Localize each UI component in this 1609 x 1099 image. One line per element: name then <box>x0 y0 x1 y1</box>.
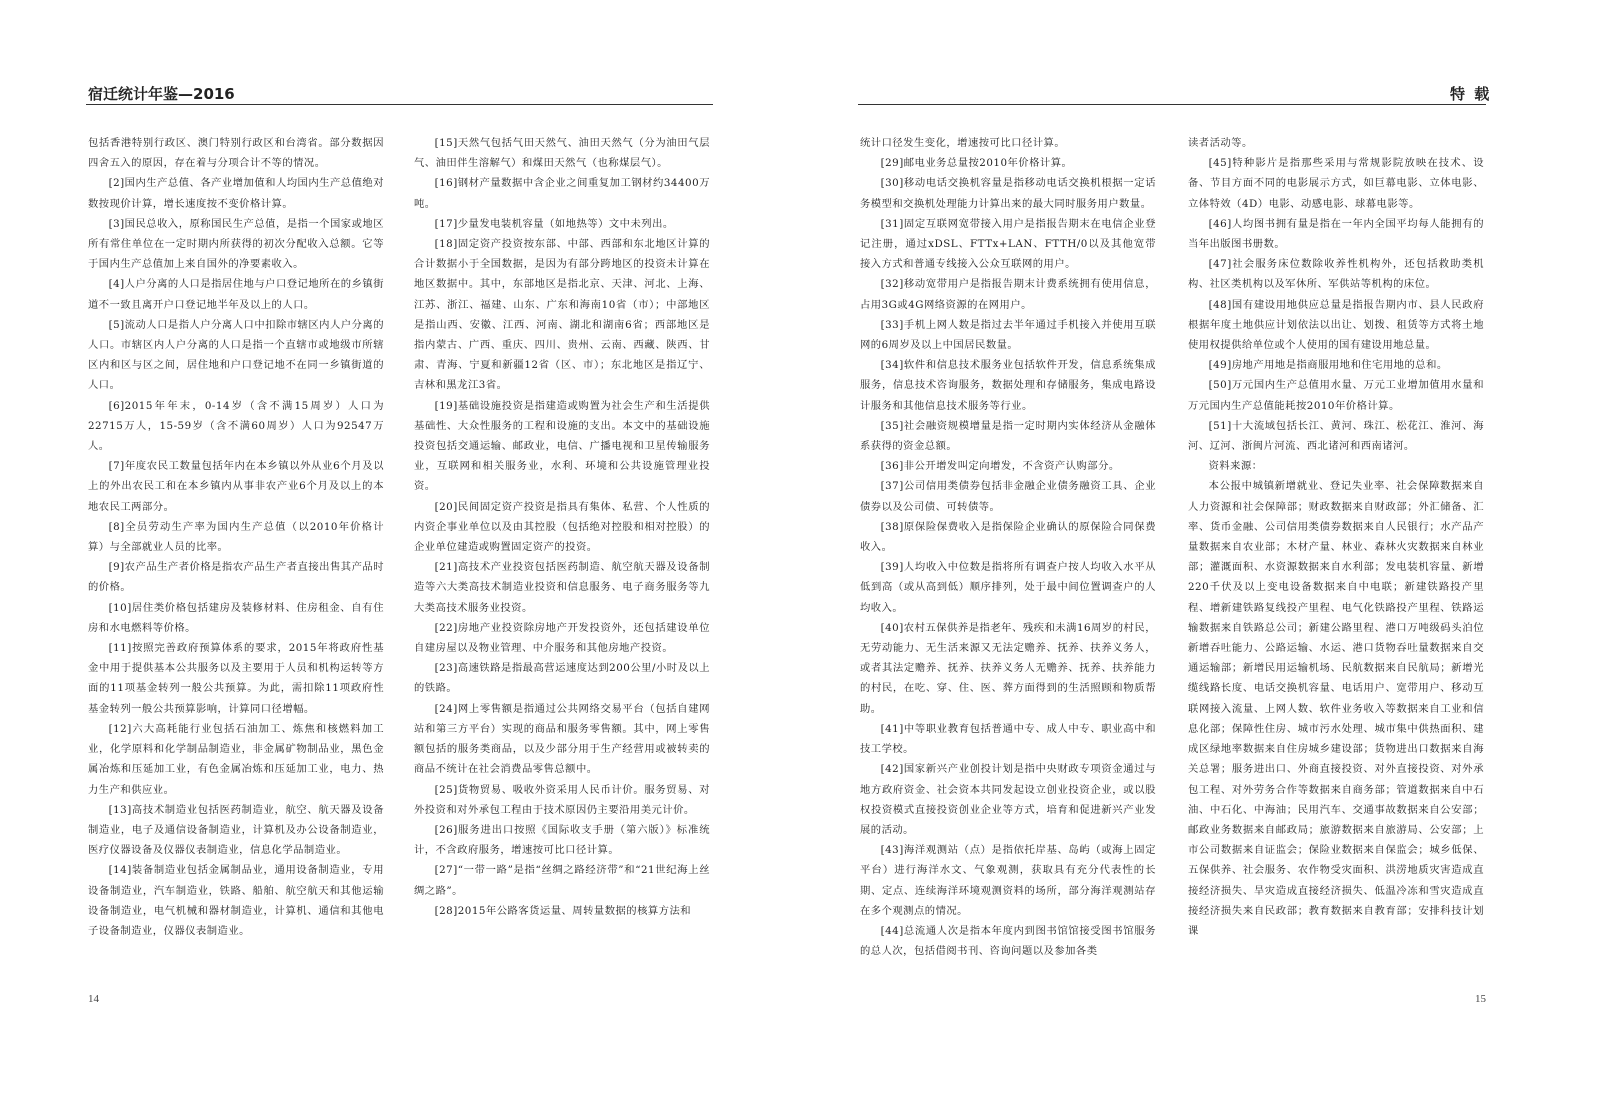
note-paragraph: [35]社会融资规模增量是指一定时期内实体经济从金融体系获得的资金总额。 <box>860 419 1156 453</box>
note-paragraph: [42]国家新兴产业创投计划是指中央财政专项资金通过与地方政府资金、社会资本共同发起设立创业投资企业，或以股权投资模式直接投资创业企业等方式，培育和促进新兴产业发展的活动。 <box>860 763 1156 836</box>
note-paragraph: [36]非公开增发叫定向增发，不含资产认购部分。 <box>880 460 1120 473</box>
note-paragraph: [33]手机上网人数是指过去半年通过手机接入并使用互联网的6周岁及以上中国居民数量。 <box>860 318 1156 352</box>
note-paragraph: [27]“一带一路”是指“丝绸之路经济带”和“21世纪海上丝绸之路”。 <box>414 864 710 897</box>
note-paragraph: [23]高速铁路是指最高营运速度达到200公里/小时及以上的铁路。 <box>414 662 710 695</box>
note-paragraph: [13]高技术制造业包括医药制造业，航空、航天器及设备制造业，电子及通信设备制造业，计算机及办公设备制造业，医疗仪器设备及仪器仪表制造业，信息化学品制造业。 <box>88 803 384 857</box>
note-paragraph: [25]货物贸易、吸收外资采用人民币计价。服务贸易、对外投资和对外承包工程由于技术原因仍主要沿用美元计价。 <box>414 783 710 816</box>
note-paragraph: [49]房地产用地是指商服用地和住宅用地的总和。 <box>1208 359 1448 372</box>
note-paragraph: [11]按照完善政府预算体系的要求，2015年将政府性基金中用于提供基本公共服务以及主要用于人员和机构运转等方面的11项基金转列一般公共预算。为此，需扣除11项政府性基金转列一般公共预算影响，计算同口径增幅。 <box>88 642 384 715</box>
note-paragraph: [20]民间固定资产投资是指具有集体、私营、个人性质的内资企事业单位以及由其控股（包括绝对控股和相对控股）的企业单位建造或购置固定资产的投资。 <box>414 500 710 554</box>
note-paragraph: [14]装备制造业包括金属制品业，通用设备制造业，专用设备制造业，汽车制造业，铁路、船舶、航空航天和其他运输设备制造业，电气机械和器材制造业，计算机、通信和其他电子设备制造业，仪器仪表制造业。 <box>88 864 384 937</box>
text-column-right-1 <box>860 133 1156 1013</box>
note-paragraph: [7]年度农民工数量包括年内在本乡镇以外从业6个月及以上的外出农民工和在本乡镇内从事非农产业6个月及以上的本地农民工两部分。 <box>88 460 384 513</box>
note-paragraph: [12]六大高耗能行业包括石油加工、炼焦和核燃料加工业，化学原料和化学制品制造业，非金属矿物制品业，黑色金属冶炼和压延加工业，有色金属冶炼和压延加工业，电力、热力生产和供应业。 <box>88 722 384 796</box>
note-paragraph: [16]钢材产量数据中含企业之间重复加工钢材约34400万吨。 <box>414 177 710 210</box>
note-paragraph: [44]总流通人次是指本年度内到图书馆馆接受图书馆服务的总人次，包括借阅书刊、咨询问题以及参加各类 <box>860 924 1156 958</box>
running-header-left: 宿迁统计年鉴—2016 <box>88 85 235 103</box>
note-paragraph: [4]人户分离的人口是指居住地与户口登记地所在的乡镇街道不一致且离开户口登记地半年及以上的人口。 <box>88 278 384 311</box>
note-paragraph: [28]2015年公路客货运量、周转量数据的核算方法和 <box>434 904 692 917</box>
page-number-right: 15 <box>1475 993 1486 1005</box>
text-column-left-1 <box>88 133 384 1013</box>
note-paragraph: 资料来源： <box>1208 460 1263 473</box>
note-paragraph: [50]万元国内生产总值用水量、万元工业增加值用水量和万元国内生产总值能耗按2010年价格计算。 <box>1188 379 1484 412</box>
note-paragraph: [45]特种影片是指那些采用与常规影院放映在技术、设备、节目方面不同的电影展示方式，如巨幕电影、立体电影、立体特效（4D）电影、动感电影、球幕电影等。 <box>1188 157 1484 210</box>
page-number-left: 14 <box>88 993 99 1005</box>
note-paragraph: [26]服务进出口按照《国际收支手册（第六版）》标准统计，不含政府服务，增速按可比口径计算。 <box>414 823 710 857</box>
note-paragraph: [38]原保险保费收入是指保险企业确认的原保险合同保费收入。 <box>860 520 1156 554</box>
note-paragraph: [46]人均图书拥有量是指在一年内全国平均每人能拥有的当年出版图书册数。 <box>1188 217 1484 251</box>
note-paragraph: [18]固定资产投资按东部、中部、西部和东北地区计算的合计数据小于全国数据，是因为有部分跨地区的投资未计算在地区数据中。其中，东部地区是指北京、天津、河北、上海、江苏、浙江、福建、山东、广东和海南10省（市）；中部地区是指山西、安徽、江西、河南、湖北和湖南6省；西部地区是指内蒙古、广西、重庆、四川、贵州、云南、西藏、陕西、甘肃、青海、宁夏和新疆12省（区、市）；东北地区是指辽宁、吉林和黑龙江3省。 <box>414 238 710 392</box>
note-paragraph: [40]农村五保供养是指老年、残疾和未满16周岁的村民，无劳动能力、无生活来源又无法定赡养、抚养、扶养义务人，或者其法定赡养、抚养、扶养义务人无赡养、抚养、扶养能力的村民，在吃、穿、住、医、葬方面得到的生活照顾和物质帮助。 <box>860 621 1156 715</box>
note-paragraph: [48]国有建设用地供应总量是指报告期内市、县人民政府根据年度土地供应计划依法以出让、划拨、租赁等方式将土地使用权提供给单位或个人使用的国有建设用地总量。 <box>1188 298 1484 352</box>
note-paragraph: [5]流动人口是指人户分离人口中扣除市辖区内人户分离的人口。市辖区内人户分离的人口是指一个直辖市或地级市所辖区内和区与区之间，居住地和户口登记地不在同一乡镇街道的人口。 <box>88 318 384 392</box>
note-paragraph: [39]人均收入中位数是指将所有调查户按人均收入水平从低到高（或从高到低）顺序排列，处于最中间位置调查户的人均收入。 <box>860 561 1156 614</box>
note-paragraph: [31]固定互联网宽带接入用户是指报告期末在电信企业登记注册，通过xDSL、FTTx+LAN、FTTH/0以及其他宽带接入方式和普通专线接入公众互联网的用户。 <box>860 217 1156 271</box>
right-page <box>800 0 1609 1099</box>
note-paragraph: [41]中等职业教育包括普通中专、成人中专、职业高中和技工学校。 <box>860 722 1156 756</box>
note-paragraph: [43]海洋观测站（点）是指依托岸基、岛屿（或海上固定平台）进行海洋水文、气象观测，获取具有充分代表性的长期、定点、连续海洋环境观测资料的场所，部分海洋观测站存在多个观测点的情况。 <box>860 844 1156 917</box>
note-paragraph: [17]少量发电装机容量（如地热等）文中未列出。 <box>434 217 674 230</box>
note-paragraph: 本公报中城镇新增就业、登记失业率、社会保障数据来自人力资源和社会保障部；财政数据来自财政部；外汇储备、汇率、货币金融、公司信用类债券数据来自人民银行；水产品产量数据来自农业部；木材产量、林业、森林火灾数据来自林业部；灌溉面积、水资源数据来自水利部；发电装机容量、新增220千伏及以上变电设备数据来自中电联；新建铁路投产里程、增新建铁路复线投产里程、电气化铁路投产里程、铁路运输数据来自铁路总公司；新建公路里程、港口万吨级码头泊位新增吞吐能力、公路运输、水运、港口货物吞吐量数据来自交通运输部；新增民用运输机场、民航数据来自民航局；新增光缆线路长度、电话交换机容量、电话用户、宽带用户、移动互联网接入流量、上网人数、软件业务收入等数据来自工业和信息化部；保障性住房、城市污水处理、城市集中供热面积、建成区绿地率数据来自住房城乡建设部；货物进出口数据来自海关总署；服务进出口、外商直接投资、对外直接投资、对外承包工程、对外劳务合作等数据来自商务部；管道数据来自中石油、中石化、中海油；民用汽车、交通事故数据来自公安部；邮政业务数据来自邮政局；旅游数据来自旅游局、公安部；上市公司数据来自证监会；保险业数据来自保监会；城乡低保、五保供养、社会服务、农作物受灾面积、洪涝地质灾害造成直接经济损失、旱灾造成直接经济损失、低温冷冻和雪灾造成直接经济损失来自民政部；教育数据来自教育部；安排科技计划课 <box>1188 480 1484 937</box>
note-paragraph: [34]软件和信息技术服务业包括软件开发，信息系统集成服务，信息技术咨询服务，数据处理和存储服务，集成电路设计服务和其他信息技术服务等行业。 <box>860 359 1156 412</box>
header-rule-right <box>858 104 1486 105</box>
note-paragraph: [3]国民总收入，原称国民生产总值，是指一个国家或地区所有常住单位在一定时期内所获得的初次分配收入总额。它等于国内生产总值加上来自国外的净要素收入。 <box>88 217 384 271</box>
note-paragraph: [22]房地产业投资除房地产开发投资外，还包括建设单位自建房屋以及物业管理、中介服务和其他房地产投资。 <box>414 621 710 655</box>
note-paragraph: [37]公司信用类债券包括非金融企业债务融资工具、企业债券以及公司债、可转债等。 <box>860 480 1156 513</box>
running-header-right: 特 载 <box>1450 85 1492 103</box>
note-paragraph: [6]2015年年末，0-14岁（含不满15周岁）人口为22715万人，15-59岁（含不满60周岁）人口为92547万人。 <box>88 399 384 453</box>
note-paragraph: 包括香港特别行政区、澳门特别行政区和台湾省。部分数据因四舍五入的原因，存在着与分项合计不等的情况。 <box>88 137 384 170</box>
note-paragraph: [47]社会服务床位数除收养性机构外，还包括救助类机构、社区类机构以及军休所、军供站等机构的床位。 <box>1188 258 1484 291</box>
note-paragraph: [51]十大流域包括长江、黄河、珠江、松花江、淮河、海河、辽河、浙闽片河流、西北诸河和西南诸河。 <box>1188 419 1484 453</box>
note-paragraph: [21]高技术产业投资包括医药制造、航空航天器及设备制造等六大类高技术制造业投资和信息服务、电子商务服务等九大类高技术服务业投资。 <box>414 561 710 614</box>
note-paragraph: [24]网上零售额是指通过公共网络交易平台（包括自建网站和第三方平台）实现的商品和服务零售额。其中，网上零售额包括的服务类商品，以及少部分用于生产经营用或被转卖的商品不统计在社会消费品零售总额中。 <box>414 702 710 776</box>
header-rule-left <box>86 104 713 105</box>
note-paragraph: [29]邮电业务总量按2010年价格计算。 <box>880 157 1073 170</box>
text-column-right-2 <box>1188 133 1484 1013</box>
note-paragraph: [32]移动宽带用户是指报告期末计费系统拥有使用信息，占用3G或4G网络资源的在网用户。 <box>860 278 1156 311</box>
left-page <box>0 0 800 1099</box>
note-paragraph: [19]基础设施投资是指建造或购置为社会生产和生活提供基础性、大众性服务的工程和设施的支出。本文中的基础设施投资包括交通运输、邮政业，电信、广播电视和卫星传输服务业，互联网和相关服务业，水利、环境和公共设施管理业投资。 <box>414 399 710 493</box>
note-paragraph: [30]移动电话交换机容量是指移动电话交换机根据一定话务模型和交换机处理能力计算出来的最大同时服务用户数量。 <box>860 177 1156 210</box>
note-paragraph: [8]全员劳动生产率为国内生产总值（以2010年价格计算）与全部就业人员的比率。 <box>88 520 384 554</box>
note-paragraph: [15]天然气包括气田天然气、油田天然气（分为油田气层气、油田伴生溶解气）和煤田天然气（也称煤层气）。 <box>414 137 710 170</box>
note-paragraph: 统计口径发生变化，增速按可比口径计算。 <box>860 137 1066 149</box>
note-paragraph: [9]农产品生产者价格是指农产品生产者直接出售其产品时的价格。 <box>88 561 384 594</box>
note-paragraph: [10]居住类价格包括建房及装修材料、住房租金、自有住房和水电燃料等价格。 <box>88 601 384 634</box>
note-paragraph: 读者活动等。 <box>1188 137 1253 149</box>
note-paragraph: [2]国内生产总值、各产业增加值和人均国内生产总值绝对数按现价计算，增长速度按不变价格计算。 <box>88 177 384 210</box>
text-column-left-2 <box>414 133 710 1013</box>
